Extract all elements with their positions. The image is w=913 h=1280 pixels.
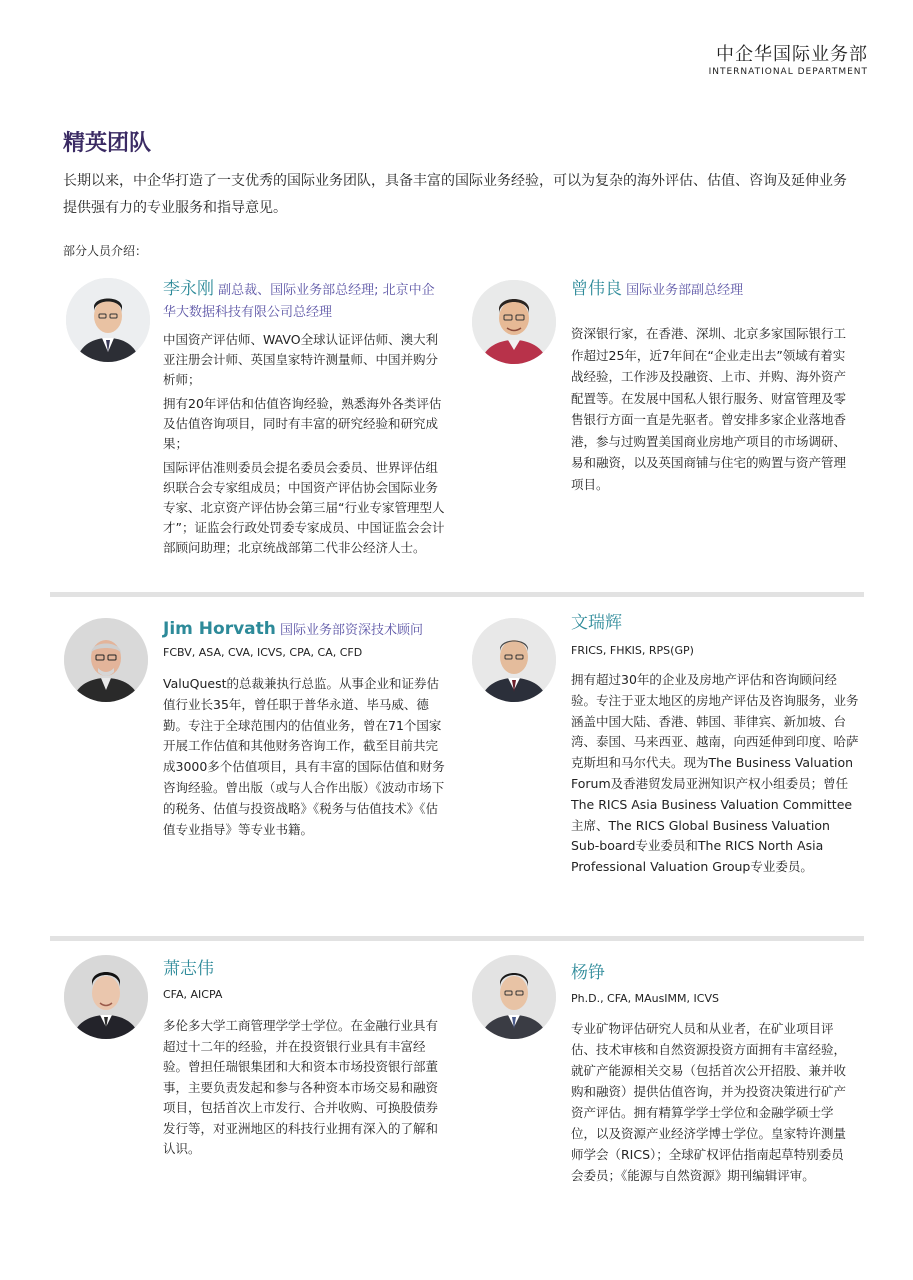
member-card-2 bbox=[571, 278, 851, 499]
member-bio-paragraph: 专业矿物评估研究人员和从业者，在矿业项目评估、技术审核和自然资源投资方面拥有丰富经验，就矿产能源相关交易（包括首次公开招股、兼并收购和融资）提供估值咨询，并为投资决策进行矿产资产评估。拥有精算学学士学位和金融学硕士学位，以及资源产业经济学博士学位。皇家特许测量师学会（RICS）；全球矿权评估指南起草特别委员会委员；《能源与自然资源》期刊编辑评审。 bbox=[571, 1021, 847, 1183]
member-bio-paragraph: 多伦多大学工商管理学学士学位。在金融行业具有超过十二年的经验，并在投资银行业具有丰富经验。曾担任瑞银集团和大和资本市场投资银行部董事，主要负责发起和参与各种资本市场交易和融资项目，包括首次上市发行、合并收购、可换股债券发行等，对亚洲地区的科技行业拥有深入的了解和认识。 bbox=[163, 1018, 439, 1156]
member-card-3 bbox=[163, 618, 448, 844]
brand-name-cn: 中企华国际业务部 bbox=[716, 44, 868, 65]
member-name: 李永刚 bbox=[163, 279, 214, 299]
member-bio-paragraph: 资深银行家，在香港、深圳、北京多家国际银行工作超过25年，近7年间在“企业走出去”领域有着实战经验，工作涉及投融资、上市、并购、海外资产配置等。在发展中国私人银行服务、财富管理及零售银行方面一直是先驱者。曾安排多家企业落地香港，参与过购置美国商业房地产项目的市场调研、易和融资，以及英国商铺与住宅的购置与资产管理项目。 bbox=[571, 326, 847, 492]
avatar-member-1 bbox=[66, 278, 150, 362]
member-card-1 bbox=[163, 278, 445, 562]
member-card-4 bbox=[571, 612, 861, 882]
member-bio-paragraph: ValuQuest的总裁兼执行总监。从事企业和证券估值行业长35年，曾任职于普华永道、毕马威、德勤。专注于全球范围内的估值业务，曾在71个国家开展工作估值和其他财务咨询工作，截至目前共完成3000多个估值项目，具有丰富的国际估值和财务咨询经验。曾出版（或与人合作出版）《波动市场下的税务、估值与投资战略》《税务与估值技术》《估值专业指导》等专业书籍。 bbox=[163, 676, 445, 837]
member-name: 萧志伟 bbox=[163, 959, 214, 979]
members-subhead: 部分人员介绍： bbox=[63, 244, 148, 258]
person-photo-icon bbox=[472, 618, 556, 702]
member-role: 副总裁、国际业务部总经理; 北京中企华大数据科技有限公司总经理 bbox=[163, 283, 435, 320]
member-bio-paragraph: 拥有超过30年的企业及房地产评估和咨询顾问经验。专注于亚太地区的房地产评估及咨询服务，业务涵盖中国大陆、香港、韩国、菲律宾、新加坡、台湾、泰国、马来西亚、越南，向西延伸到印度、哈萨克斯坦和马尔代夫。现为The Business Valuation Forum及香港贸发局亚洲知识产权小组委员；曾任The RICS Asia Business Valuation Committee主席、The RICS Global Business Valuation Sub-board专业委员和The RICS North Asia Professional Valuation Group专业委员。 bbox=[571, 672, 859, 875]
member-bio-paragraph: 国际评估准则委员会提名委员会委员、世界评估组织联合会专家组成员；中国资产评估协会国际业务专家、北京资产评估协会第三届“行业专家管理型人才”；证监会行政处罚委专家成员、中国证监会会计部顾问助理；北京统战部第二代非公经济人士。 bbox=[163, 460, 445, 555]
member-name: 曾伟良 bbox=[571, 279, 622, 299]
person-photo-icon bbox=[472, 280, 556, 364]
section-divider bbox=[50, 592, 864, 597]
person-photo-icon bbox=[472, 955, 556, 1039]
member-bio-paragraph: 拥有20年评估和估值咨询经验，熟悉海外各类评估及估值咨询项目，同时有丰富的研究经验和研究成果； bbox=[163, 396, 442, 451]
intro-paragraph: 长期以来，中企华打造了一支优秀的国际业务团队，具备丰富的国际业务经验，可以为复杂的海外评估、估值、咨询及延伸业务提供强有力的专业服务和指导意见。 bbox=[63, 173, 847, 216]
avatar-member-4 bbox=[472, 618, 556, 702]
member-role: 国际业务部资深技术顾问 bbox=[280, 623, 424, 638]
avatar-member-3 bbox=[64, 618, 148, 702]
member-card-6 bbox=[571, 962, 856, 1190]
avatar-member-2 bbox=[472, 280, 556, 364]
avatar-member-6 bbox=[472, 955, 556, 1039]
member-credentials: Ph.D., CFA, MAusIMM, ICVS bbox=[571, 992, 719, 1005]
brand-name-en: INTERNATIONAL DEPARTMENT bbox=[708, 67, 868, 77]
person-photo-icon bbox=[64, 955, 148, 1039]
section-divider bbox=[50, 936, 864, 941]
avatar-member-5 bbox=[64, 955, 148, 1039]
member-name: 文瑞辉 bbox=[571, 613, 622, 633]
person-photo-icon bbox=[64, 618, 148, 702]
person-photo-icon bbox=[66, 278, 150, 362]
member-name: Jim Horvath bbox=[163, 619, 276, 639]
member-card-5 bbox=[163, 958, 443, 1164]
member-name: 杨铮 bbox=[571, 963, 605, 983]
page-header bbox=[709, 40, 868, 77]
member-credentials: CFA, AICPA bbox=[163, 988, 223, 1001]
member-bio-paragraph: 中国资产评估师、WAVO全球认证评估师、澳大利亚注册会计师、英国皇家特许测量师、中国并购分析师； bbox=[163, 332, 439, 387]
section-title: 精英团队 bbox=[63, 131, 152, 156]
member-credentials: FRICS, FHKIS, RPS(GP) bbox=[571, 644, 694, 657]
member-role: 国际业务部副总经理 bbox=[626, 283, 744, 298]
member-credentials: FCBV, ASA, CVA, ICVS, CPA, CA, CFD bbox=[163, 646, 363, 659]
